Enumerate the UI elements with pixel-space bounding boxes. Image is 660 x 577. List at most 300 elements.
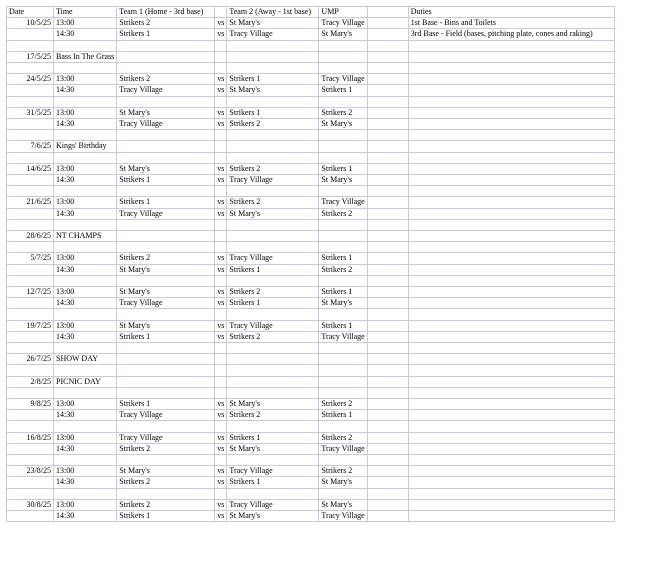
cell-ump[interactable]: Strikers 1	[319, 85, 367, 96]
cell-date[interactable]: 31/5/25	[7, 107, 54, 118]
cell-team1[interactable]: Strikers 2	[117, 253, 215, 264]
cell-team1[interactable]: Strikers 1	[117, 398, 215, 409]
cell-team1[interactable]	[117, 365, 215, 376]
cell-team1[interactable]	[117, 219, 215, 230]
cell-date[interactable]: 12/7/25	[7, 286, 54, 297]
cell-team1[interactable]	[117, 40, 215, 51]
cell-team1[interactable]: St Mary's	[117, 466, 215, 477]
cell-time[interactable]	[54, 275, 117, 286]
cell-ump[interactable]: Strikers 2	[319, 208, 367, 219]
cell-date[interactable]	[7, 208, 54, 219]
cell-team1[interactable]: Strikers 2	[117, 74, 215, 85]
cell-blank[interactable]	[367, 18, 408, 29]
cell-team2[interactable]: Tracy Village	[227, 320, 319, 331]
cell-time[interactable]: 14:30	[54, 29, 117, 40]
cell-time[interactable]	[54, 421, 117, 432]
cell-team1[interactable]	[117, 130, 215, 141]
cell-date[interactable]	[7, 63, 54, 74]
cell-ump[interactable]	[319, 141, 367, 152]
cell-vs[interactable]: vs	[215, 477, 227, 488]
cell-team2[interactable]	[227, 219, 319, 230]
cell-date[interactable]	[7, 342, 54, 353]
cell-duties[interactable]	[408, 264, 614, 275]
cell-team1[interactable]	[117, 275, 215, 286]
cell-team2[interactable]	[227, 141, 319, 152]
cell-team2[interactable]	[227, 488, 319, 499]
cell-vs[interactable]: vs	[215, 107, 227, 118]
cell-team2[interactable]	[227, 387, 319, 398]
cell-team1[interactable]: Tracy Village	[117, 85, 215, 96]
cell-duties[interactable]	[408, 466, 614, 477]
cell-date[interactable]	[7, 275, 54, 286]
cell-duties[interactable]	[408, 499, 614, 510]
cell-time[interactable]: 13:00	[54, 432, 117, 443]
cell-vs[interactable]: vs	[215, 118, 227, 129]
cell-vs[interactable]	[215, 376, 227, 387]
cell-ump[interactable]	[319, 230, 367, 241]
cell-team1[interactable]	[117, 387, 215, 398]
cell-ump[interactable]: Strikers 1	[319, 253, 367, 264]
cell-duties[interactable]	[408, 197, 614, 208]
cell-team1[interactable]	[117, 51, 215, 62]
cell-team1[interactable]	[117, 63, 215, 74]
cell-team2[interactable]	[227, 152, 319, 163]
cell-blank[interactable]	[367, 29, 408, 40]
cell-note[interactable]: Kings' Birthday	[54, 141, 117, 152]
cell-blank[interactable]	[367, 309, 408, 320]
cell-vs[interactable]: vs	[215, 443, 227, 454]
cell-time[interactable]: 13:00	[54, 18, 117, 29]
cell-team2[interactable]	[227, 354, 319, 365]
cell-team1[interactable]: Strikers 2	[117, 499, 215, 510]
cell-vs[interactable]	[215, 309, 227, 320]
cell-team1[interactable]	[117, 342, 215, 353]
cell-blank[interactable]	[367, 398, 408, 409]
cell-duties[interactable]	[408, 298, 614, 309]
cell-date[interactable]	[7, 186, 54, 197]
cell-team2[interactable]	[227, 342, 319, 353]
cell-blank[interactable]	[367, 376, 408, 387]
cell-team2[interactable]: St Mary's	[227, 18, 319, 29]
cell-time[interactable]	[54, 152, 117, 163]
cell-team2[interactable]: St Mary's	[227, 443, 319, 454]
cell-team1[interactable]: Tracy Village	[117, 298, 215, 309]
cell-team2[interactable]: Tracy Village	[227, 253, 319, 264]
cell-note[interactable]: NT CHAMPS	[54, 230, 117, 241]
cell-team1[interactable]: Tracy Village	[117, 432, 215, 443]
cell-time[interactable]	[54, 40, 117, 51]
cell-blank[interactable]	[367, 197, 408, 208]
cell-blank[interactable]	[367, 466, 408, 477]
cell-time[interactable]: 14:30	[54, 118, 117, 129]
cell-blank[interactable]	[367, 387, 408, 398]
cell-vs[interactable]	[215, 186, 227, 197]
cell-date[interactable]: 16/8/25	[7, 432, 54, 443]
cell-vs[interactable]: vs	[215, 174, 227, 185]
cell-team1[interactable]	[117, 376, 215, 387]
cell-duties[interactable]	[408, 74, 614, 85]
cell-duties[interactable]: 3rd Base - Field (bases, pitching plate, cones and raking)	[408, 29, 614, 40]
cell-duties[interactable]	[408, 398, 614, 409]
cell-blank[interactable]	[367, 242, 408, 253]
cell-duties[interactable]	[408, 421, 614, 432]
cell-vs[interactable]	[215, 152, 227, 163]
cell-vs[interactable]	[215, 219, 227, 230]
cell-vs[interactable]	[215, 51, 227, 62]
cell-team1[interactable]: St Mary's	[117, 286, 215, 297]
cell-time[interactable]: 14:30	[54, 264, 117, 275]
cell-team1[interactable]: Strikers 1	[117, 197, 215, 208]
cell-date[interactable]	[7, 264, 54, 275]
cell-duties[interactable]	[408, 63, 614, 74]
cell-blank[interactable]	[367, 499, 408, 510]
header-vs[interactable]	[215, 7, 227, 18]
cell-team2[interactable]	[227, 51, 319, 62]
cell-time[interactable]: 13:00	[54, 398, 117, 409]
cell-date[interactable]	[7, 477, 54, 488]
cell-blank[interactable]	[367, 163, 408, 174]
cell-vs[interactable]	[215, 342, 227, 353]
cell-vs[interactable]	[215, 421, 227, 432]
cell-time[interactable]: 13:00	[54, 253, 117, 264]
cell-team2[interactable]: Strikers 1	[227, 107, 319, 118]
cell-date[interactable]	[7, 454, 54, 465]
cell-duties[interactable]	[408, 309, 614, 320]
cell-blank[interactable]	[367, 477, 408, 488]
cell-team1[interactable]	[117, 488, 215, 499]
cell-duties[interactable]	[408, 163, 614, 174]
cell-vs[interactable]: vs	[215, 18, 227, 29]
cell-vs[interactable]: vs	[215, 253, 227, 264]
cell-team2[interactable]	[227, 365, 319, 376]
cell-ump[interactable]: Strikers 1	[319, 320, 367, 331]
cell-date[interactable]: 30/8/25	[7, 499, 54, 510]
cell-date[interactable]: 21/6/25	[7, 197, 54, 208]
cell-team1[interactable]: Strikers 1	[117, 510, 215, 521]
cell-team1[interactable]: Tracy Village	[117, 208, 215, 219]
cell-date[interactable]	[7, 510, 54, 521]
cell-blank[interactable]	[367, 74, 408, 85]
cell-vs[interactable]: vs	[215, 398, 227, 409]
cell-vs[interactable]	[215, 454, 227, 465]
cell-team1[interactable]	[117, 141, 215, 152]
cell-team2[interactable]: St Mary's	[227, 208, 319, 219]
cell-team2[interactable]: Strikers 1	[227, 74, 319, 85]
cell-team1[interactable]: Strikers 2	[117, 18, 215, 29]
cell-time[interactable]	[54, 454, 117, 465]
cell-date[interactable]	[7, 421, 54, 432]
cell-date[interactable]	[7, 309, 54, 320]
cell-ump[interactable]	[319, 96, 367, 107]
cell-date[interactable]: 26/7/25	[7, 354, 54, 365]
cell-team2[interactable]	[227, 230, 319, 241]
cell-ump[interactable]: Tracy Village	[319, 510, 367, 521]
cell-vs[interactable]	[215, 230, 227, 241]
cell-ump[interactable]: St Mary's	[319, 174, 367, 185]
cell-time[interactable]: 14:30	[54, 477, 117, 488]
cell-vs[interactable]: vs	[215, 208, 227, 219]
cell-time[interactable]: 14:30	[54, 510, 117, 521]
cell-blank[interactable]	[367, 51, 408, 62]
cell-duties[interactable]	[408, 40, 614, 51]
cell-ump[interactable]	[319, 40, 367, 51]
cell-ump[interactable]	[319, 242, 367, 253]
cell-blank[interactable]	[367, 96, 408, 107]
cell-team2[interactable]: Strikers 2	[227, 410, 319, 421]
cell-vs[interactable]	[215, 40, 227, 51]
cell-time[interactable]: 13:00	[54, 499, 117, 510]
cell-team1[interactable]	[117, 454, 215, 465]
cell-ump[interactable]	[319, 130, 367, 141]
cell-date[interactable]	[7, 40, 54, 51]
cell-ump[interactable]: Tracy Village	[319, 443, 367, 454]
cell-note[interactable]: Bass In The Grass	[54, 51, 117, 62]
cell-vs[interactable]: vs	[215, 85, 227, 96]
cell-date[interactable]	[7, 130, 54, 141]
cell-team2[interactable]	[227, 96, 319, 107]
cell-duties[interactable]	[408, 230, 614, 241]
cell-blank[interactable]	[367, 432, 408, 443]
cell-date[interactable]	[7, 331, 54, 342]
cell-date[interactable]	[7, 242, 54, 253]
cell-date[interactable]: 23/8/25	[7, 466, 54, 477]
cell-vs[interactable]: vs	[215, 320, 227, 331]
cell-vs[interactable]	[215, 365, 227, 376]
cell-ump[interactable]: Strikers 2	[319, 466, 367, 477]
cell-blank[interactable]	[367, 141, 408, 152]
cell-note[interactable]: PICNIC DAY	[54, 376, 117, 387]
cell-team2[interactable]: Strikers 1	[227, 298, 319, 309]
cell-time[interactable]: 13:00	[54, 163, 117, 174]
cell-vs[interactable]	[215, 242, 227, 253]
cell-date[interactable]: 9/8/25	[7, 398, 54, 409]
cell-ump[interactable]	[319, 63, 367, 74]
cell-time[interactable]: 13:00	[54, 197, 117, 208]
cell-vs[interactable]: vs	[215, 29, 227, 40]
cell-duties[interactable]	[408, 286, 614, 297]
cell-ump[interactable]	[319, 342, 367, 353]
cell-duties[interactable]	[408, 432, 614, 443]
cell-date[interactable]	[7, 118, 54, 129]
cell-vs[interactable]	[215, 354, 227, 365]
cell-ump[interactable]: Strikers 1	[319, 163, 367, 174]
cell-time[interactable]: 14:30	[54, 410, 117, 421]
cell-team1[interactable]: St Mary's	[117, 320, 215, 331]
cell-vs[interactable]: vs	[215, 298, 227, 309]
cell-ump[interactable]	[319, 186, 367, 197]
cell-duties[interactable]	[408, 342, 614, 353]
header-team2[interactable]: Team 2 (Away - 1st base)	[227, 7, 319, 18]
cell-blank[interactable]	[367, 253, 408, 264]
cell-ump[interactable]: St Mary's	[319, 499, 367, 510]
cell-duties[interactable]	[408, 152, 614, 163]
cell-team2[interactable]: Strikers 2	[227, 118, 319, 129]
cell-team2[interactable]	[227, 454, 319, 465]
cell-time[interactable]	[54, 130, 117, 141]
cell-vs[interactable]: vs	[215, 499, 227, 510]
cell-duties[interactable]	[408, 186, 614, 197]
cell-ump[interactable]	[319, 219, 367, 230]
header-date[interactable]: Date	[7, 7, 54, 18]
cell-date[interactable]: 7/6/25	[7, 141, 54, 152]
cell-duties[interactable]: 1st Base - Bins and Toilets	[408, 18, 614, 29]
cell-team2[interactable]: St Mary's	[227, 398, 319, 409]
cell-ump[interactable]: Tracy Village	[319, 18, 367, 29]
cell-team2[interactable]	[227, 421, 319, 432]
cell-date[interactable]	[7, 96, 54, 107]
cell-team2[interactable]: Strikers 2	[227, 331, 319, 342]
cell-blank[interactable]	[367, 354, 408, 365]
cell-ump[interactable]	[319, 365, 367, 376]
cell-team2[interactable]: Tracy Village	[227, 29, 319, 40]
cell-ump[interactable]: Strikers 2	[319, 398, 367, 409]
cell-blank[interactable]	[367, 107, 408, 118]
cell-vs[interactable]	[215, 96, 227, 107]
header-blank[interactable]	[367, 7, 408, 18]
cell-team2[interactable]: Strikers 1	[227, 264, 319, 275]
cell-team2[interactable]	[227, 40, 319, 51]
cell-team2[interactable]: Strikers 2	[227, 286, 319, 297]
cell-team1[interactable]	[117, 421, 215, 432]
cell-blank[interactable]	[367, 264, 408, 275]
cell-team1[interactable]	[117, 186, 215, 197]
cell-team1[interactable]: Strikers 1	[117, 331, 215, 342]
cell-duties[interactable]	[408, 174, 614, 185]
cell-ump[interactable]	[319, 454, 367, 465]
cell-vs[interactable]: vs	[215, 410, 227, 421]
cell-blank[interactable]	[367, 118, 408, 129]
cell-duties[interactable]	[408, 331, 614, 342]
cell-duties[interactable]	[408, 365, 614, 376]
cell-date[interactable]	[7, 488, 54, 499]
cell-time[interactable]: 14:30	[54, 208, 117, 219]
cell-ump[interactable]: St Mary's	[319, 29, 367, 40]
cell-duties[interactable]	[408, 454, 614, 465]
cell-blank[interactable]	[367, 510, 408, 521]
cell-duties[interactable]	[408, 387, 614, 398]
cell-note[interactable]: SHOW DAY	[54, 354, 117, 365]
cell-team1[interactable]	[117, 152, 215, 163]
cell-blank[interactable]	[367, 174, 408, 185]
cell-duties[interactable]	[408, 219, 614, 230]
cell-vs[interactable]	[215, 63, 227, 74]
cell-vs[interactable]	[215, 141, 227, 152]
cell-ump[interactable]: Strikers 2	[319, 432, 367, 443]
cell-time[interactable]	[54, 63, 117, 74]
cell-date[interactable]: 17/5/25	[7, 51, 54, 62]
cell-ump[interactable]	[319, 488, 367, 499]
cell-team2[interactable]: Strikers 1	[227, 432, 319, 443]
cell-blank[interactable]	[367, 63, 408, 74]
cell-time[interactable]	[54, 387, 117, 398]
cell-time[interactable]: 13:00	[54, 107, 117, 118]
cell-vs[interactable]: vs	[215, 74, 227, 85]
cell-date[interactable]	[7, 410, 54, 421]
cell-date[interactable]: 5/7/25	[7, 253, 54, 264]
cell-vs[interactable]: vs	[215, 197, 227, 208]
cell-team2[interactable]	[227, 309, 319, 320]
cell-team1[interactable]	[117, 242, 215, 253]
cell-vs[interactable]	[215, 130, 227, 141]
cell-vs[interactable]: vs	[215, 510, 227, 521]
cell-ump[interactable]	[319, 354, 367, 365]
cell-duties[interactable]	[408, 510, 614, 521]
cell-team2[interactable]: St Mary's	[227, 510, 319, 521]
cell-date[interactable]: 24/5/25	[7, 74, 54, 85]
header-duties[interactable]: Duties	[408, 7, 614, 18]
cell-team2[interactable]: Strikers 2	[227, 197, 319, 208]
cell-blank[interactable]	[367, 488, 408, 499]
cell-date[interactable]	[7, 443, 54, 454]
cell-vs[interactable]	[215, 488, 227, 499]
cell-ump[interactable]	[319, 387, 367, 398]
cell-duties[interactable]	[408, 51, 614, 62]
cell-blank[interactable]	[367, 130, 408, 141]
cell-ump[interactable]: Strikers 1	[319, 410, 367, 421]
cell-team2[interactable]	[227, 242, 319, 253]
cell-ump[interactable]	[319, 275, 367, 286]
cell-duties[interactable]	[408, 107, 614, 118]
cell-duties[interactable]	[408, 320, 614, 331]
cell-date[interactable]	[7, 365, 54, 376]
cell-blank[interactable]	[367, 219, 408, 230]
cell-time[interactable]: 13:00	[54, 320, 117, 331]
cell-ump[interactable]: Strikers 2	[319, 264, 367, 275]
cell-duties[interactable]	[408, 242, 614, 253]
cell-team2[interactable]	[227, 63, 319, 74]
cell-team2[interactable]	[227, 130, 319, 141]
cell-duties[interactable]	[408, 275, 614, 286]
cell-vs[interactable]: vs	[215, 331, 227, 342]
cell-time[interactable]: 14:30	[54, 331, 117, 342]
cell-vs[interactable]: vs	[215, 264, 227, 275]
cell-time[interactable]: 14:30	[54, 174, 117, 185]
cell-time[interactable]: 14:30	[54, 85, 117, 96]
cell-date[interactable]	[7, 219, 54, 230]
cell-duties[interactable]	[408, 443, 614, 454]
cell-duties[interactable]	[408, 477, 614, 488]
cell-vs[interactable]: vs	[215, 466, 227, 477]
cell-time[interactable]: 14:30	[54, 443, 117, 454]
cell-date[interactable]: 28/6/25	[7, 230, 54, 241]
cell-duties[interactable]	[408, 410, 614, 421]
cell-vs[interactable]	[215, 387, 227, 398]
cell-team1[interactable]: St Mary's	[117, 107, 215, 118]
header-team1[interactable]: Team 1 (Home - 3rd base)	[117, 7, 215, 18]
cell-duties[interactable]	[408, 354, 614, 365]
cell-blank[interactable]	[367, 298, 408, 309]
cell-blank[interactable]	[367, 40, 408, 51]
cell-blank[interactable]	[367, 342, 408, 353]
cell-blank[interactable]	[367, 152, 408, 163]
cell-time[interactable]	[54, 186, 117, 197]
cell-blank[interactable]	[367, 320, 408, 331]
cell-team2[interactable]: Tracy Village	[227, 174, 319, 185]
cell-time[interactable]	[54, 242, 117, 253]
cell-ump[interactable]: Tracy Village	[319, 331, 367, 342]
cell-blank[interactable]	[367, 365, 408, 376]
cell-blank[interactable]	[367, 286, 408, 297]
cell-team2[interactable]	[227, 186, 319, 197]
cell-vs[interactable]: vs	[215, 163, 227, 174]
cell-ump[interactable]: Tracy Village	[319, 74, 367, 85]
cell-team1[interactable]: St Mary's	[117, 264, 215, 275]
cell-ump[interactable]	[319, 51, 367, 62]
cell-duties[interactable]	[408, 118, 614, 129]
cell-team1[interactable]	[117, 309, 215, 320]
cell-duties[interactable]	[408, 130, 614, 141]
cell-ump[interactable]: Strikers 2	[319, 107, 367, 118]
